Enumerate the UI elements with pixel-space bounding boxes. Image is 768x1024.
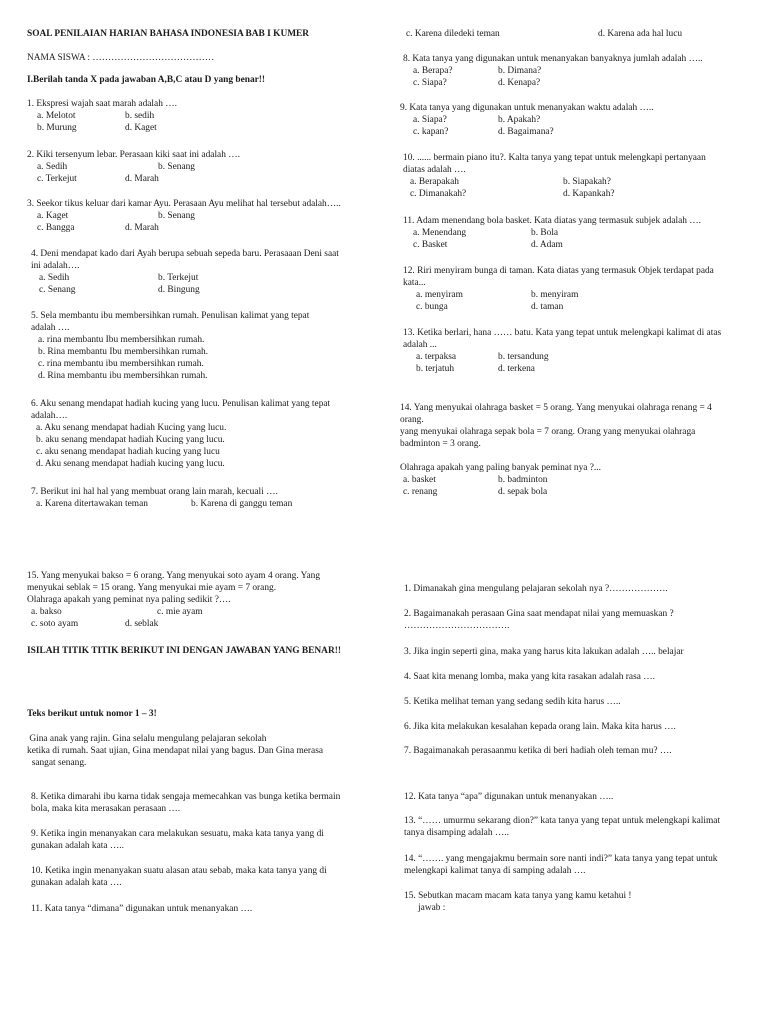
answer-label: jawab : (404, 903, 446, 913)
answer-options (403, 77, 703, 89)
option: a. Berapa? (413, 66, 453, 76)
question-text: 11. Adam menendang bola basket. Kata diatas yang termasuk subjek adalah …. (403, 216, 702, 226)
option: c. aku senang mendapat hadiah kucing yang lucu (36, 447, 220, 457)
answer-options (27, 122, 177, 134)
question-text: 3. Seekor tikus keluar dari kamar Ayu. Perasaan Ayu melihat hal tersebut adalah….. (27, 199, 341, 209)
option: b. Murung (37, 123, 77, 133)
answer-options (400, 28, 740, 40)
option: b. sedih (125, 111, 155, 121)
question-12 (403, 265, 714, 313)
option: a. Berapakah (410, 177, 459, 187)
essay-question-10 (31, 865, 327, 889)
question-text: melengkapi kalimat tanya di samping adalah …. (404, 866, 586, 876)
option: c. Bangga (37, 223, 75, 233)
question-4 (31, 248, 339, 296)
essay-question-9 (31, 828, 324, 852)
question-11 (403, 215, 701, 251)
answer-options (403, 227, 701, 239)
question-text: 9. Ketika ingin menanyakan cara melakukan sesuatu, maka kata tanya yang di (31, 829, 324, 839)
question-text: 5. Ketika melihat teman yang sedang sedih kita harus ….. (404, 697, 621, 707)
option: b. Senang (158, 162, 195, 172)
question-text: tanya disamping adalah ….. (404, 828, 509, 838)
question-text: 14. “……. yang mengajakmu bermain sore nanti indi?” kata tanya yang tepat untuk (404, 854, 718, 864)
option: a. Aku senang mendapat hadiah Kucing yang lucu. (36, 423, 227, 433)
option: d. Kaget (125, 123, 157, 133)
question-2 (27, 149, 240, 185)
option: d. terkena (498, 364, 535, 374)
question-text: 4. Saat kita menang lomba, maka yang kita rasakan adalah rasa …. (404, 672, 655, 682)
question-5 (31, 310, 309, 382)
answer-options (403, 363, 721, 375)
option: c. Terkejut (37, 174, 77, 184)
option: a. Siapa? (413, 115, 447, 125)
answer-options (403, 239, 701, 251)
question-text: 3. Jika ingin seperti gina, maka yang harus kita lakukan adalah ….. belajar (404, 647, 684, 657)
option: c. bunga (416, 302, 448, 312)
question-14 (400, 402, 712, 498)
question-text: 13. Ketika berlari, hana …… batu. Kata yang tepat untuk melengkapi kalimat di atas (403, 328, 722, 338)
essay-question-4 (404, 671, 655, 683)
answer-options (403, 188, 706, 200)
option: d. Bagaimana? (498, 127, 554, 137)
option: c. Dimanakah? (410, 189, 467, 199)
option: d. Marah (125, 223, 159, 233)
option: b. Terkejut (158, 273, 199, 283)
passage-line: Gina anak yang rajin. Gina selalu mengulang pelajaran sekolah (27, 734, 267, 744)
question-text: 9. Kata tanya yang digunakan untuk menanyakan waktu adalah ….. (400, 103, 654, 113)
question-text: 6. Jika kita melakukan kesalahan kepada orang lain. Maka kita harus …. (404, 722, 676, 732)
option: b. badminton (498, 475, 548, 485)
section-1-instruction: I.Berilah tanda X pada jawaban A,B,C atau D yang benar!! (27, 75, 266, 85)
answer-options (400, 486, 712, 498)
option: a. Sedih (39, 273, 70, 283)
option: a. Karena ditertawakan teman (36, 499, 148, 509)
option: d. Kenapa? (498, 78, 541, 88)
essay-question-14 (404, 853, 717, 877)
question-text: 7. Berikut ini hal hal yang membuat orang lain marah, kecuali …. (31, 487, 278, 497)
option: b. Bola (531, 228, 559, 238)
option: b. Rina membantu Ibu membersihkan rumah. (38, 347, 209, 357)
question-1 (27, 98, 177, 134)
question-13 (403, 327, 721, 375)
option: d. Bingung (158, 285, 200, 295)
question-text: bola, maka kita merasakan perasaan …. (31, 804, 181, 814)
question-text: gunakan adalah kata ….. (31, 841, 124, 851)
question-text: 15. Sebutkan macam macam kata tanya yang kamu ketahui ! (404, 891, 632, 901)
question-text: menyukai seblak = 15 orang. Yang menyukai mie ayam = 7 orang. (27, 583, 277, 593)
answer-blank: ……………………………. (404, 621, 510, 631)
question-text: 12. Kata tanya “apa” digunakan untuk menanyakan ….. (404, 792, 614, 802)
option: b. tersandung (498, 352, 549, 362)
answer-options (27, 618, 320, 630)
option: d. seblak (125, 619, 159, 629)
answer-options (403, 176, 706, 188)
question-text: Olahraga apakah yang peminat nya paling sedikit ?…. (27, 595, 231, 605)
question-text: 5. Sela membantu ibu membersihkan rumah. Penulisan kalimat yang tepat (31, 311, 310, 321)
answer-options (400, 126, 654, 138)
question-7-continued (400, 28, 740, 40)
essay-question-1 (404, 583, 668, 595)
question-text: 13. “…… umurmu sekarang dion?” kata tanya yang tepat untuk melengkapi kalimat (404, 816, 721, 826)
option: c. rina membantu ibu membersihkan rumah. (38, 359, 204, 369)
option: c. kapan? (413, 127, 449, 137)
answer-options (27, 210, 341, 222)
option: b. Dimana? (498, 66, 542, 76)
question-text: Olahraga apakah yang paling banyak peminat nya ?... (400, 463, 601, 473)
option: a. terpaksa (416, 352, 457, 362)
question-9 (400, 102, 654, 138)
question-15 (27, 570, 320, 630)
answer-options (27, 161, 240, 173)
question-text: 15. Yang menyukai bakso = 6 orang. Yang menyukai soto ayam 4 orang. Yang (27, 571, 321, 581)
option: b. Siapakah? (563, 177, 611, 187)
question-text: 7. Bagaimanakah perasaanmu ketika di beri hadiah oleh teman mu? …. (404, 746, 672, 756)
question-text: kata... (403, 278, 426, 288)
answer-options (400, 114, 654, 126)
question-10 (403, 152, 706, 200)
essay-question-7 (404, 745, 672, 757)
option: c. Karena diledeki teman (406, 29, 500, 39)
answer-options (31, 272, 339, 284)
question-text: ini adalah…. (31, 261, 80, 271)
essay-question-13 (404, 815, 720, 839)
option: c. Basket (413, 240, 448, 250)
essay-question-2 (404, 608, 674, 632)
question-text: 10. Ketika ingin menanyakan suatu alasan atau sebab, maka kata tanya yang di (31, 866, 327, 876)
answer-options (27, 606, 320, 618)
option: d. Kapankah? (563, 189, 615, 199)
answer-options (403, 65, 703, 77)
option: a. rina membantu Ibu membersihkan rumah. (38, 335, 205, 345)
question-text: badminton = 3 orang. (400, 439, 481, 449)
option: c. Siapa? (413, 78, 447, 88)
option: d. Rina membantu ibu membersihkan rumah. (38, 371, 208, 381)
question-text: adalah…. (31, 411, 68, 421)
question-text: 1. Ekspresi wajah saat marah adalah …. (27, 99, 177, 109)
question-text: 4. Deni mendapat kado dari Ayah berupa sebuah sepeda baru. Perasaaan Deni saat (31, 249, 339, 259)
option: d. taman (531, 302, 564, 312)
option: d. Karena ada hal lucu (598, 29, 683, 39)
essay-question-6 (404, 721, 676, 733)
question-text: adalah …. (31, 323, 70, 333)
question-text: 8. Ketika dimarahi ibu karna tidak sengaja memecahkan vas bunga ketika bermain (31, 792, 341, 802)
option: d. Marah (125, 174, 159, 184)
question-text: 14. Yang menyukai olahraga basket = 5 orang. Yang menyukai olahraga renang = 4 (400, 403, 712, 413)
option: a. bakso (31, 607, 62, 617)
reading-passage (27, 733, 323, 769)
option: b. terjatuh (416, 364, 455, 374)
essay-question-11 (31, 903, 252, 915)
option: a. basket (403, 475, 436, 485)
option: a. Menendang (413, 228, 467, 238)
answer-options (403, 301, 714, 313)
question-text: 2. Kiki tersenyum lebar. Perasaan kiki saat ini adalah …. (27, 150, 240, 160)
question-text: 11. Kata tanya “dimana” digunakan untuk menanyakan …. (31, 904, 253, 914)
question-8 (403, 53, 703, 89)
answer-options (31, 284, 339, 296)
essay-question-5 (404, 696, 621, 708)
option: b. Senang (158, 211, 195, 221)
option: a. Kaget (37, 211, 69, 221)
essay-question-12 (404, 791, 613, 803)
option: d. Adam (531, 240, 563, 250)
option: c. mie ayam (157, 607, 203, 617)
question-6 (31, 398, 330, 470)
essay-question-8 (31, 791, 340, 815)
question-text: gunakan adalah kata …. (31, 878, 122, 888)
option: b. aku senang mendapat hadiah Kucing yang lucu. (36, 435, 225, 445)
question-text: yang menyukai olahraga sepak bola = 7 orang. Orang yang menyukai olahraga (400, 427, 696, 437)
question-7 (31, 486, 293, 510)
question-text: 8. Kata tanya yang digunakan untuk menanyakan banyaknya jumlah adalah ….. (403, 54, 703, 64)
option: a. Melotot (37, 111, 76, 121)
answer-options (403, 289, 714, 301)
option: c. soto ayam (31, 619, 79, 629)
essay-question-15 (404, 890, 632, 914)
option: c. renang (403, 487, 438, 497)
option: a. Sedih (37, 162, 68, 172)
passage-line: sangat senang. (27, 758, 87, 768)
answer-options (400, 474, 712, 486)
answer-options (27, 173, 240, 185)
section-2-instruction: ISILAH TITIK TITIK BERIKUT INI DENGAN JAWABAN YANG BENAR!! (27, 646, 341, 656)
option: b. Karena di ganggu teman (191, 499, 293, 509)
answer-options (31, 498, 293, 510)
question-text: orang. (400, 415, 424, 425)
question-text: 10. ...... bermain piano itu?. Kalta tanya yang tepat untuk melengkapi pertanyaan (403, 153, 706, 163)
passage-line: ketika di rumah. Saat ujian, Gina mendapat nilai yang bagus. Dan Gina merasa (27, 746, 324, 756)
question-text: adalah ... (403, 340, 437, 350)
option: b. menyiram (531, 290, 579, 300)
essay-question-3 (404, 646, 684, 658)
option: d. Aku senang mendapat hadiah kucing yang lucu. (36, 459, 225, 469)
option: a. menyiram (416, 290, 463, 300)
option: c. Senang (39, 285, 76, 295)
student-name-field: NAMA SISWA : ………………………………… (27, 53, 215, 63)
answer-options (403, 351, 721, 363)
question-text: diatas adalah …. (403, 165, 466, 175)
question-text: 6. Aku senang mendapat hadiah kucing yang lucu. Penulisan kalimat yang tepat (31, 399, 331, 409)
answer-options (27, 222, 341, 234)
option: d. sepak bola (498, 487, 548, 497)
option: b. Apakah? (498, 115, 541, 125)
question-text: 12. Riri menyiram bunga di taman. Kata diatas yang termasuk Objek terdapat pada (403, 266, 714, 276)
document-title: SOAL PENILAIAN HARIAN BAHASA INDONESIA BAB I KUMER (27, 29, 310, 39)
question-text: 1. Dimanakah gina mengulang pelajaran sekolah nya ?………………. (404, 584, 668, 594)
answer-options (27, 110, 177, 122)
question-3 (27, 198, 341, 234)
question-text: 2. Bagaimanakah perasaan Gina saat mendapat nilai yang memuaskan ? (404, 609, 674, 619)
reading-text-title: Teks berikut untuk nomor 1 – 3! (27, 709, 157, 719)
